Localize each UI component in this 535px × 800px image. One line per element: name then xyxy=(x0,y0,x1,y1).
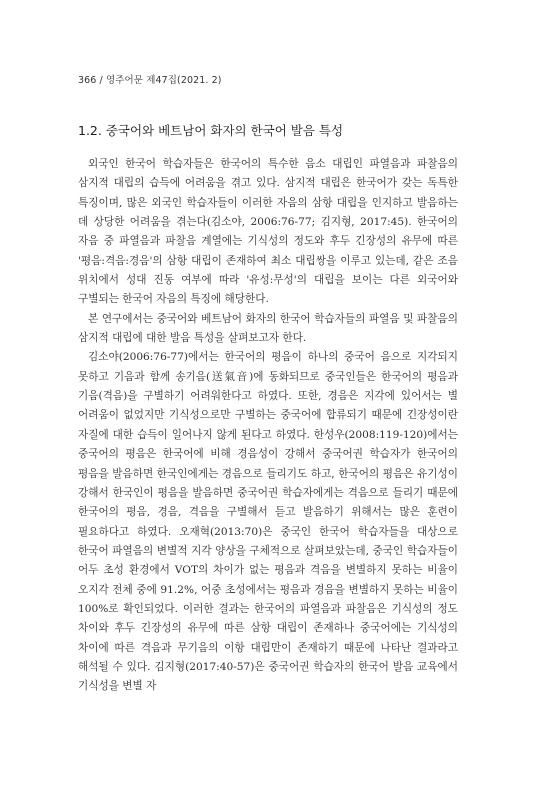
running-header: 366 / 영주어문 제47집(2021. 2) xyxy=(78,75,222,86)
paragraph-prior-research: 김소야(2006:76-77)에서는 한국어의 평음이 하나의 중국어 음으로 지각되지 못하고 기음과 함께 송기음(送氣音)에 동화되므로 중국인들은 한국어의 평음과 기음(격음)을 구별하기 어려워한다고 하였다. 또한, 경음은 지각에 있어서는 별 어려움이 없었지만 기식성으로만 구별하는 중국어에 합류되기 때문에 긴장성이란 자질에 대한 습득이 일어나지 않게 된다고 하였다. 한성우(2008:119-120)에서는 중국어의 평음은 한국어에 비해 경음성이 강해서 중국어권 학습자가 한국어의 평음을 발음하면 한국인에게는 경음으로 들리기도 하고, 한국어의 평음은 유기성이 강해서 한국인이 평음을 발음하면 중국어권 학습자에게는 격음으로 들리기 때문에 한국어의 평음, 경음, 격음을 구별해서 듣고 발음하기 위해서는 많은 훈련이 필요하다고 하였다. 오재혁(2013:70)은 중국인 한국어 학습자들을 대상으로 한국어 파열음의 변별적 지각 양상을 구체적으로 살펴보았는데, 중국인 학습자들이 어두 초성 환경에서 VOT의 차이가 없는 평음과 격음을 변별하지 못하는 비율이 오지각 전체 중에 91.2%, 어중 초성에서는 평음과 경음을 변별하지 못하는 비율이 100%로 확인되었다. 이러한 결과는 한국어의 파열음과 파찰음은 기식성의 정도 차이와 후두 긴장성의 유무에 따른 삼항 대립이 존재하나 중국어에는 기식성의 차이에 따른 격음과 무기음의 이항 대립만이 존재하기 때문에 나타난 결과라고 해석될 수 있다. 김지형(2017:40-57)은 중국어권 학습자의 한국어 발음 교육에서 기식성을 변별 자 xyxy=(78,351,458,693)
section-heading: 1.2. 중국어와 베트남어 화자의 한국어 발음 특성 xyxy=(78,123,344,138)
paragraph-intro: 외국인 한국어 학습자들은 한국어의 특수한 음소 대립인 파열음과 파찰음의 삼지적 대립의 습득에 어려움을 겪고 있다. 삼지적 대립은 한국어가 갖는 독특한 특징이며, 많은 외국인 학습자들이 이러한 자음의 삼항 대립을 인지하고 발음하는 데 상당한 어려움을 겪는다(김소야, 2006:76-77; 김지형, 2017:45). 한국어의 자음 중 파열음과 파찰음 계열에는 기식성의 정도와 후두 긴장성의 유무에 따른 '평음:격음:경음'의 삼항 대립이 존재하여 최소 대립쌍을 이루고 있는데, 같은 조음 위치에서 성대 진동 여부에 따라 '유성:무성'의 대립을 보이는 다른 외국어와 구별되는 한국어 자음의 특징에 해당한다. xyxy=(78,158,458,306)
body-text xyxy=(78,155,458,697)
paragraph-purpose: 본 연구에서는 중국어와 베트남어 화자의 한국어 학습자들의 파열음 및 파찰음의 삼지적 대립에 대한 발음 특성을 살펴보고자 한다. xyxy=(78,312,458,345)
